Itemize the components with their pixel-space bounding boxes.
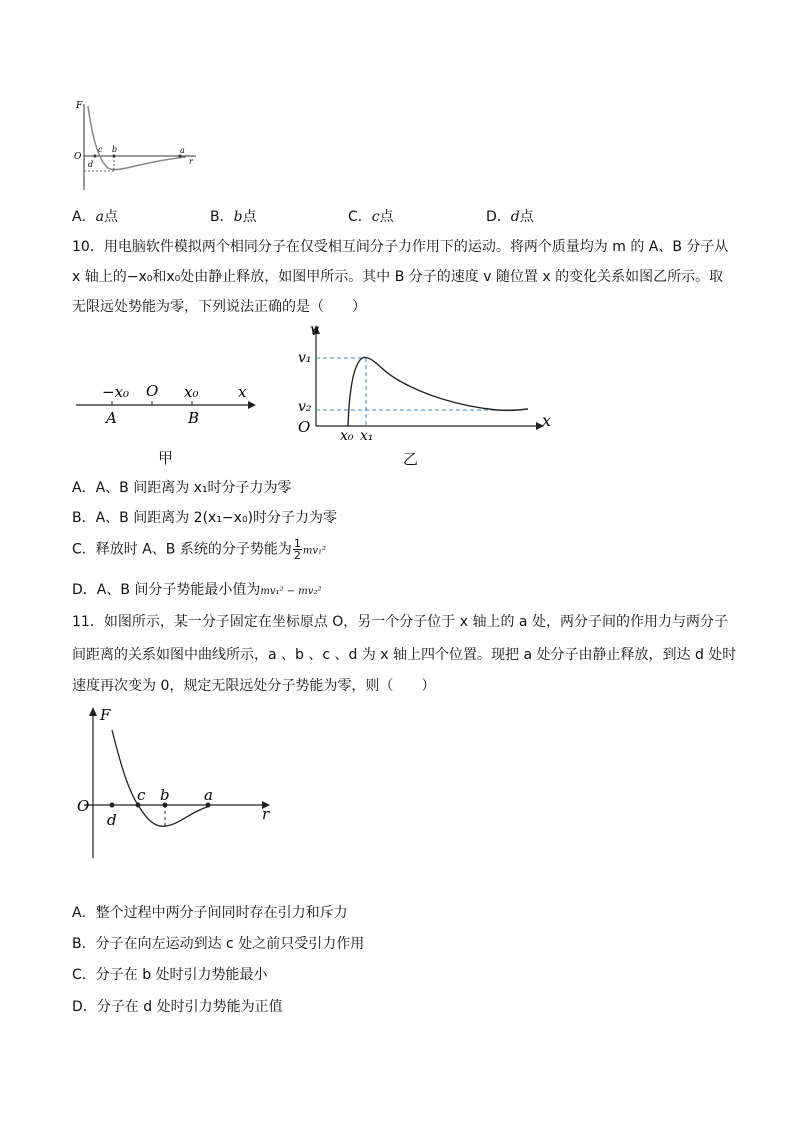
jia-label-O: O: [146, 382, 159, 400]
q11-label-a: a: [204, 786, 213, 804]
q10-option-a[interactable]: A．A、B 间距离为 x₁时分子力为零: [72, 480, 292, 496]
q11-option-d[interactable]: D．分子在 d 处时引力势能为正值: [72, 999, 283, 1015]
jia-label-x: x: [238, 383, 247, 401]
q9-option-a[interactable]: A．a点: [72, 209, 118, 225]
q11-label-d: d: [107, 811, 117, 829]
q9-label-c: c: [98, 145, 103, 154]
q10-option-b[interactable]: B．A、B 间距离为 2(x₁−x₀)时分子力为零: [72, 510, 338, 526]
q9-label-F: F: [76, 101, 83, 111]
q10-stem-line-1: 10．用电脑软件模拟两个相同分子在仅受相互间分子力作用下的运动。将两个质量均为 m 的 A、B 分子从: [72, 239, 729, 255]
yi-label-x: x: [542, 411, 552, 430]
jia-label-x0: x₀: [184, 383, 199, 401]
q10-stem-line-2: x 轴上的−x₀和x₀处由静止释放，如图甲所示。其中 B 分子的速度 v 随位置 x 的变化关系如图乙所示。取: [72, 269, 724, 285]
q9-label-r: r: [189, 157, 193, 166]
yi-label-x1: x₁: [360, 428, 374, 444]
q9-label-O: O: [74, 152, 82, 162]
yi-label-x0: x₀: [340, 428, 354, 444]
q11-stem-line-3: 速度再次变为 0，规定无限远处分子势能为零，则（ ）: [72, 678, 436, 694]
q9-option-d[interactable]: D．d点: [486, 209, 534, 225]
q9-option-b[interactable]: B．b点: [210, 209, 257, 225]
yi-label-v: v: [310, 322, 320, 339]
q11-option-a[interactable]: A．整个过程中两分子间同时存在引力和斥力: [72, 905, 348, 921]
yi-label-v1: v₁: [298, 350, 312, 366]
q9-option-c[interactable]: C．c点: [348, 209, 394, 225]
q11-stem-line-1: 11．如图所示，某一分子固定在坐标原点 O，另一个分子位于 x 轴上的 a 处，两分子间的作用力与两分子: [72, 614, 728, 630]
q9-force-graph: [68, 96, 203, 194]
q11-option-c[interactable]: C．分子在 b 处时引力势能最小: [72, 967, 268, 983]
q10-option-d[interactable]: D．A、B 间分子势能最小值为mv₁² − mv₂²: [72, 582, 322, 598]
q10-figure-jia: [72, 375, 262, 435]
q11-force-graph: [74, 702, 284, 862]
q10-stem-line-3: 无限远处势能为零，下列说法正确的是（ ）: [72, 299, 366, 315]
jia-label-A: A: [106, 409, 117, 427]
q9-label-a: a: [180, 146, 185, 155]
q10-option-c-fraction: $\frac{1}{2}$: [293, 537, 301, 562]
q10-caption-yi: 乙: [403, 450, 419, 468]
q11-label-b: b: [160, 786, 170, 804]
q10-caption-jia: 甲: [158, 449, 174, 467]
q11-label-O: O: [77, 797, 90, 815]
q11-label-c: c: [137, 786, 146, 804]
q11-option-b[interactable]: B．分子在向左运动到达 c 处之前只受引力作用: [72, 936, 365, 952]
yi-label-v2: v₂: [298, 399, 312, 415]
jia-label-neg-x0: −x₀: [102, 383, 130, 401]
q11-label-F: F: [100, 706, 111, 724]
q9-label-d: d: [88, 160, 94, 169]
q11-stem-line-2: 间距离的关系如图中曲线所示，a 、b 、c 、d 为 x 轴上四个位置。现把 a 处分子由静止释放，到达 d 处时: [72, 647, 737, 663]
q11-label-r: r: [262, 805, 270, 823]
q9-label-b: b: [112, 145, 118, 154]
yi-label-O: O: [298, 418, 311, 436]
q10-option-c[interactable]: C．释放时 A、B 系统的分子势能为 $\frac{1}{2}$ mv₁²: [72, 537, 327, 562]
q10-figure-yi: [292, 322, 562, 446]
jia-label-B: B: [188, 409, 200, 427]
